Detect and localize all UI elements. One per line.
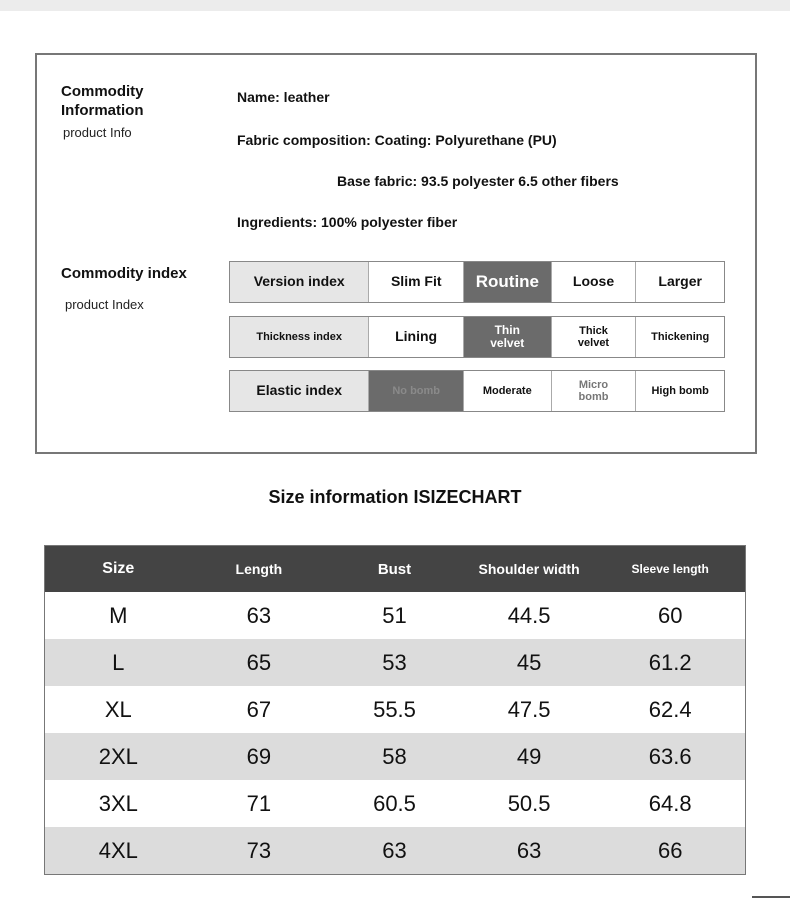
ingredients: Ingredients: 100% polyester fiber — [237, 214, 458, 230]
cell-sleeve: 63.6 — [648, 743, 692, 769]
size-chart-title: Size information ISIZECHART — [268, 487, 522, 507]
cell-shoulder: 63 — [516, 837, 542, 863]
header-shoulder-width: Shoulder width — [478, 561, 580, 577]
cell-shoulder: 49 — [516, 743, 542, 769]
cell-shoulder: 47.5 — [507, 696, 551, 722]
header-bust: Bust — [377, 560, 412, 578]
cell-sleeve: 66 — [657, 837, 683, 863]
commodity-info-title — [61, 82, 144, 120]
version-option-loose: Loose — [551, 262, 636, 302]
version-option-larger: Larger — [635, 262, 724, 302]
version-option-slim-fit: Slim Fit — [368, 262, 463, 302]
cell-bust: 60.5 — [373, 790, 416, 816]
cell-length: 67 — [246, 696, 272, 722]
elastic-option-high-bomb: High bomb — [635, 371, 724, 411]
cell-sleeve: 60 — [657, 602, 683, 628]
cell-sleeve: 64.8 — [648, 790, 692, 816]
thickness-option-thickening: Thickening — [635, 317, 724, 357]
cell-length: 65 — [246, 649, 272, 675]
thickness-option-thin-velvet: Thin velvet — [463, 317, 551, 357]
size-table — [44, 545, 746, 875]
cell-bust: 53 — [382, 649, 407, 675]
cell-length: 63 — [246, 602, 272, 628]
commodity-index-subtitle: product Index — [65, 297, 144, 312]
commodity-index-title: Commodity index — [61, 265, 187, 282]
cell-length: 71 — [246, 790, 272, 816]
cell-size: 3XL — [98, 790, 138, 816]
elastic-option-moderate: Moderate — [463, 371, 551, 411]
thickness-option-lining: Lining — [368, 317, 463, 357]
elastic-option-no-bomb: No bomb — [368, 371, 463, 411]
fabric-composition: Fabric composition: Coating: Polyurethane (PU) — [237, 132, 557, 148]
header-size: Size — [102, 560, 135, 577]
cell-size: L — [112, 649, 125, 675]
table-row — [45, 639, 745, 686]
product-name: Name: leather — [237, 89, 330, 105]
cell-length: 73 — [246, 837, 272, 863]
cell-size: M — [109, 602, 128, 628]
header-sleeve-length: Sleeve length — [631, 562, 709, 576]
cell-bust: 63 — [382, 837, 407, 863]
version-index-row — [229, 261, 725, 303]
elastic-index-row — [229, 370, 725, 412]
commodity-info-subtitle: product Info — [63, 125, 132, 140]
top-strip — [0, 0, 790, 11]
commodity-info-panel — [35, 53, 757, 454]
thickness-option-thick-velvet: Thick velvet — [551, 317, 636, 357]
table-row — [45, 686, 745, 733]
table-row — [45, 827, 745, 874]
elastic-index-label: Elastic index — [230, 371, 368, 411]
cell-bust: 55.5 — [373, 696, 416, 722]
commodity-info-title-line1: Commodity — [61, 83, 144, 100]
cell-shoulder: 50.5 — [507, 790, 551, 816]
version-index-label: Version index — [230, 262, 368, 302]
commodity-info-title-line2: Information — [61, 102, 144, 119]
version-option-routine: Routine — [463, 262, 551, 302]
cell-length: 69 — [246, 743, 272, 769]
cell-shoulder: 45 — [516, 649, 542, 675]
thickness-index-label: Thickness index — [230, 317, 368, 357]
cell-size: XL — [104, 696, 132, 722]
cell-bust: 58 — [382, 743, 407, 769]
cell-size: 4XL — [98, 837, 138, 863]
cell-sleeve: 62.4 — [648, 696, 692, 722]
cell-sleeve: 61.2 — [648, 649, 692, 675]
thickness-index-row — [229, 316, 725, 358]
cell-shoulder: 44.5 — [507, 602, 551, 628]
cell-size: 2XL — [98, 743, 138, 769]
table-row — [45, 592, 745, 639]
header-length: Length — [235, 561, 283, 577]
size-table-header — [45, 546, 745, 592]
cell-bust: 51 — [382, 602, 407, 628]
elastic-option-micro-bomb: Micro bomb — [551, 371, 636, 411]
table-row — [45, 733, 745, 780]
base-fabric: Base fabric: 93.5 polyester 6.5 other fibers — [337, 173, 619, 189]
table-row — [45, 780, 745, 827]
